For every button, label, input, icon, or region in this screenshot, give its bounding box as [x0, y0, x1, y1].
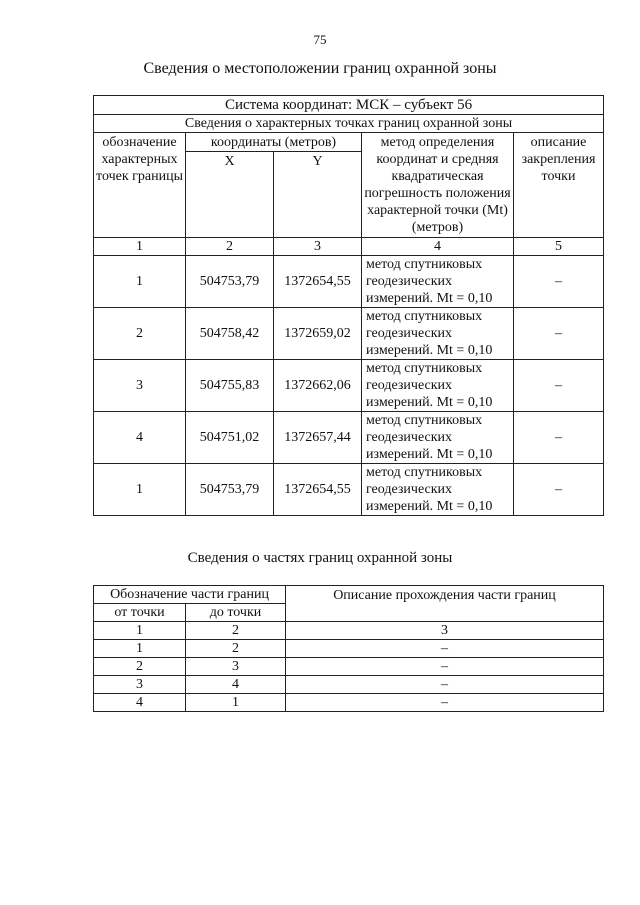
- header-x: X: [186, 152, 274, 238]
- point-cell: 4: [94, 412, 186, 464]
- from-cell: 4: [94, 694, 186, 712]
- column-number: 5: [514, 238, 604, 256]
- description-cell: –: [286, 694, 604, 712]
- column-number: 2: [186, 622, 286, 640]
- header-fixing: описание закрепления точки: [514, 133, 604, 238]
- point-cell: 3: [94, 360, 186, 412]
- x-cell: 504758,42: [186, 308, 274, 360]
- fixing-cell: –: [514, 256, 604, 308]
- header-to-point: до точки: [186, 604, 286, 622]
- boundary-points-table: [93, 95, 604, 516]
- header-y: Y: [274, 152, 362, 238]
- to-cell: 3: [186, 658, 286, 676]
- coordinate-system-header: Система координат: МСК – субъект 56: [94, 96, 604, 115]
- y-cell: 1372662,06: [274, 360, 362, 412]
- header-coordinates: координаты (метров): [186, 133, 362, 152]
- header-part-designation: Обозначение части границ: [94, 586, 286, 604]
- table-row: [94, 412, 604, 464]
- y-cell: 1372654,55: [274, 464, 362, 516]
- y-cell: 1372657,44: [274, 412, 362, 464]
- column-numbers-row: [94, 622, 604, 640]
- column-number: 2: [186, 238, 274, 256]
- to-cell: 1: [186, 694, 286, 712]
- column-number: 4: [362, 238, 514, 256]
- to-cell: 4: [186, 676, 286, 694]
- to-cell: 2: [186, 640, 286, 658]
- method-cell: метод спутниковых геодезических измерений. Mt = 0,10: [362, 464, 514, 516]
- x-cell: 504755,83: [186, 360, 274, 412]
- section-title-parts: Сведения о частях границ охранной зоны: [187, 550, 453, 566]
- column-number: 1: [94, 238, 186, 256]
- from-cell: 2: [94, 658, 186, 676]
- method-cell: метод спутниковых геодезических измерений. Mt = 0,10: [362, 360, 514, 412]
- column-number: 1: [94, 622, 186, 640]
- header-point-designation: обозначение характерных точек границы: [94, 133, 186, 238]
- method-cell: метод спутниковых геодезических измерений. Mt = 0,10: [362, 412, 514, 464]
- point-cell: 2: [94, 308, 186, 360]
- description-cell: –: [286, 676, 604, 694]
- header-method: метод определения координат и средняя квадратическая погрешность положения характерной точки (Mt) (метров): [362, 133, 514, 238]
- from-cell: 3: [94, 676, 186, 694]
- header-part-description: Описание прохождения части границ: [286, 586, 604, 622]
- fixing-cell: –: [514, 464, 604, 516]
- table-row: [94, 658, 604, 676]
- column-numbers-row: [94, 238, 604, 256]
- x-cell: 504753,79: [186, 464, 274, 516]
- table-row: [94, 256, 604, 308]
- fixing-cell: –: [514, 412, 604, 464]
- y-cell: 1372654,55: [274, 256, 362, 308]
- table-row: [94, 308, 604, 360]
- point-cell: 1: [94, 256, 186, 308]
- x-cell: 504753,79: [186, 256, 274, 308]
- x-cell: 504751,02: [186, 412, 274, 464]
- fixing-cell: –: [514, 360, 604, 412]
- description-cell: –: [286, 640, 604, 658]
- table-row: [94, 694, 604, 712]
- from-cell: 1: [94, 640, 186, 658]
- method-cell: метод спутниковых геодезических измерений. Mt = 0,10: [362, 308, 514, 360]
- column-number: 3: [274, 238, 362, 256]
- column-number: 3: [286, 622, 604, 640]
- description-cell: –: [286, 658, 604, 676]
- table-row: [94, 676, 604, 694]
- section-title-location: Сведения о местоположении границ охранной зоны: [143, 60, 497, 77]
- method-cell: метод спутниковых геодезических измерений. Mt = 0,10: [362, 256, 514, 308]
- table-row: [94, 360, 604, 412]
- table-row: [94, 464, 604, 516]
- point-cell: 1: [94, 464, 186, 516]
- points-subtitle: Сведения о характерных точках границ охранной зоны: [94, 115, 604, 133]
- fixing-cell: –: [514, 308, 604, 360]
- page-number: 75: [313, 32, 327, 47]
- header-from-point: от точки: [94, 604, 186, 622]
- y-cell: 1372659,02: [274, 308, 362, 360]
- boundary-parts-table: [93, 585, 604, 712]
- table-row: [94, 640, 604, 658]
